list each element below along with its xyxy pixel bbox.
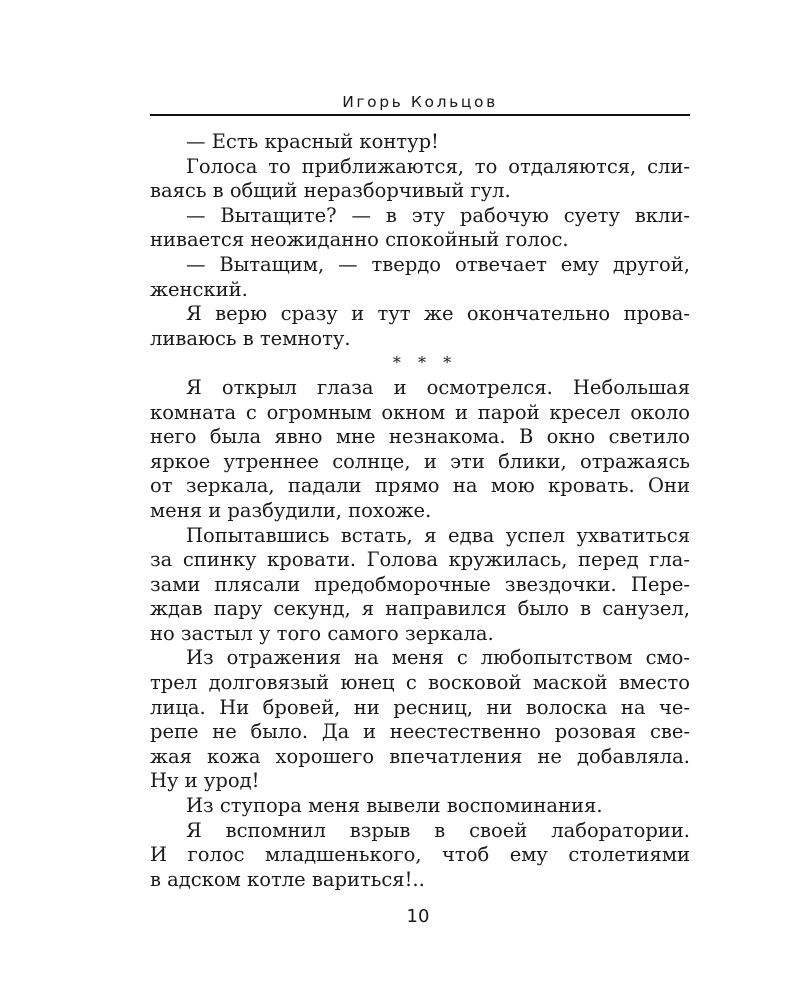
text-line: ждав пару секунд, я направился было в санузел, [150,597,690,621]
book-page [150,92,690,892]
text-line: репе не было. Да и неестественно розовая све- [150,720,690,744]
text-line: Попытавшись встать, я едва успел ухватиться [186,523,690,547]
paragraph [150,819,690,893]
text-line: меня и разбудили, похоже. [150,498,432,522]
body-text [150,130,690,892]
text-line: Я вспомнил взрыв в своей лаборатории. [186,818,690,842]
text-line: лица. Ни бровей, ни ресниц, ни волоска на че- [150,695,690,719]
text-line: женский. [150,277,248,301]
text-block-before-separator [150,130,690,351]
paragraph [150,376,690,524]
paragraph [150,253,690,302]
text-line: Я открыл глаза и осмотрелся. Небольшая [186,375,690,399]
paragraph [150,204,690,253]
text-line: него была явно мне незнакома. В окно светило [150,425,690,449]
text-line: Ну и урод! [150,769,260,793]
header-rule [150,114,690,116]
text-line: в адском котле вариться!.. [150,867,425,891]
text-line: жая кожа хорошего впечатления не добавляла. [150,744,690,768]
text-line: Из отражения на меня с любопытством смо- [186,646,690,670]
text-line: зами плясали предобморочные звездочки. Пере- [150,572,690,596]
text-line: ваясь в общий неразборчивый гул. [150,179,511,203]
text-line: ливаюсь в темноту. [150,326,351,350]
text-block-after-separator [150,376,690,892]
text-line: за спинку кровати. Голова кружилась, перед гла- [150,548,690,572]
text-line: нивается неожиданно спокойный голос. [150,228,569,252]
section-separator: * * * [392,353,458,373]
text-line: — Вытащим, — твердо отвечает ему другой, [186,252,690,276]
text-line: но застыл у того самого зеркала. [150,621,494,645]
text-line: яркое утреннее солнце, и эти блики, отражаясь [150,449,690,473]
text-line: Я верю сразу и тут же окончательно прова- [186,302,690,326]
paragraph [150,794,690,819]
paragraph [150,646,690,794]
paragraph [150,302,690,351]
running-head-author: Игорь Кольцов [342,93,498,111]
text-line: трел долговязый юнец с восковой маской вместо [150,671,690,695]
text-line: от зеркала, падали прямо на мою кровать. Они [150,474,690,498]
page-number: 10 [406,906,430,927]
text-line: И голос младшенького, чтоб ему столетиями [150,843,690,867]
text-line: Из ступора меня вывели воспоминания. [186,794,603,818]
text-line: комната с огромным окном и парой кресел около [150,400,690,424]
paragraph [150,155,690,204]
text-line: Голоса то приближаются, то отдаляются, сли- [186,154,690,178]
paragraph [150,130,690,155]
text-line: — Есть красный контур! [186,130,439,153]
text-line: — Вытащите? — в эту рабочую суету вкли- [186,203,690,227]
paragraph [150,524,690,647]
